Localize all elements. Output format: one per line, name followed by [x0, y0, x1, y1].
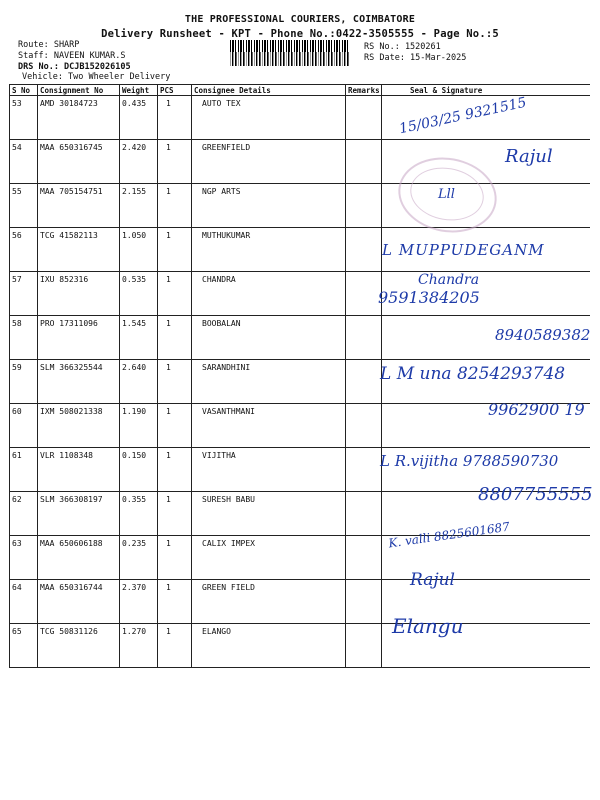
row-pcs: 1 [158, 624, 192, 668]
row-sno: 55 [10, 184, 38, 228]
vehicle-label: Vehicle: Two Wheeler Delivery [22, 72, 171, 82]
row-consignment: IXM 508021338 [38, 404, 120, 448]
row-sno: 56 [10, 228, 38, 272]
staff-label: Staff: NAVEEN KUMAR.S [18, 51, 126, 61]
row-weight: 0.535 [120, 272, 158, 316]
row-pcs: 1 [158, 184, 192, 228]
row-weight: 0.150 [120, 448, 158, 492]
row-sno: 53 [10, 96, 38, 140]
row-remarks [346, 492, 382, 536]
document-subtitle: Delivery Runsheet - KPT - Phone No.:0422-3505555 - Page No.:5 [101, 28, 499, 40]
row-remarks [346, 624, 382, 668]
signature-64: Rajul [410, 570, 455, 590]
signature-54: Rajul [505, 146, 553, 167]
rs-date: RS Date: 15-Mar-2025 [364, 53, 467, 63]
row-consignment: MAA 705154751 [38, 184, 120, 228]
barcode-overlay [230, 52, 350, 66]
table-row [10, 580, 590, 624]
row-consignment: MAA 650606188 [38, 536, 120, 580]
row-remarks [346, 184, 382, 228]
row-pcs: 1 [158, 96, 192, 140]
row-consignee: SURESH BABU [192, 492, 346, 536]
row-consignee: CHANDRA [192, 272, 346, 316]
col-pcs: PCS [158, 85, 192, 96]
row-pcs: 1 [158, 404, 192, 448]
signature-58: 8940589382 [495, 326, 591, 344]
col-consignee: Consignee Details [192, 85, 346, 96]
row-sno: 61 [10, 448, 38, 492]
row-sno: 54 [10, 140, 38, 184]
row-consignee: NGP ARTS [192, 184, 346, 228]
row-consignment: PRO 17311096 [38, 316, 120, 360]
row-remarks [346, 316, 382, 360]
drs-label: DRS No.: DCJB152026105 [18, 62, 131, 72]
row-sno: 65 [10, 624, 38, 668]
signature-62: 8807755555 [478, 484, 593, 505]
route-label: Route: SHARP [18, 40, 80, 50]
row-consignment: SLM 366308197 [38, 492, 120, 536]
row-remarks [346, 580, 382, 624]
row-consignee: CALIX IMPEX [192, 536, 346, 580]
row-consignment: MAA 650316745 [38, 140, 120, 184]
row-weight: 1.270 [120, 624, 158, 668]
row-consignee: BOOBALAN [192, 316, 346, 360]
row-pcs: 1 [158, 228, 192, 272]
row-pcs: 1 [158, 580, 192, 624]
row-sno: 64 [10, 580, 38, 624]
row-sno: 63 [10, 536, 38, 580]
table-row [10, 184, 590, 228]
row-remarks [346, 448, 382, 492]
row-remarks [346, 272, 382, 316]
signature-53: 15/03/25 9321515 [397, 94, 528, 138]
row-weight: 0.435 [120, 96, 158, 140]
signature-60: 9962900 19 [488, 400, 585, 419]
row-sno: 59 [10, 360, 38, 404]
row-weight: 0.355 [120, 492, 158, 536]
row-consignee: GREEN FIELD [192, 580, 346, 624]
row-pcs: 1 [158, 492, 192, 536]
row-sno: 58 [10, 316, 38, 360]
col-consignment: Consignment No [38, 85, 120, 96]
col-sno: S No [10, 85, 38, 96]
row-weight: 1.050 [120, 228, 158, 272]
row-consignee: VIJITHA [192, 448, 346, 492]
row-consignee: ELANGO [192, 624, 346, 668]
row-weight: 2.370 [120, 580, 158, 624]
table-row [10, 536, 590, 580]
row-pcs: 1 [158, 140, 192, 184]
row-weight: 2.155 [120, 184, 158, 228]
col-remarks: Remarks [346, 85, 382, 96]
signature-63: K. valli 8825601687 [387, 519, 511, 551]
row-sno: 60 [10, 404, 38, 448]
row-weight: 1.545 [120, 316, 158, 360]
rs-number: RS No.: 1520261 [364, 42, 441, 52]
row-weight: 2.420 [120, 140, 158, 184]
signature-61: L R.vijitha 9788590730 [380, 452, 559, 470]
table-row [10, 272, 590, 316]
row-consignee: SARANDHINI [192, 360, 346, 404]
row-remarks [346, 96, 382, 140]
row-consignment: MAA 650316744 [38, 580, 120, 624]
row-weight: 2.640 [120, 360, 158, 404]
row-consignee: GREENFIELD [192, 140, 346, 184]
row-pcs: 1 [158, 536, 192, 580]
row-sno: 62 [10, 492, 38, 536]
row-consignment: AMD 30184723 [38, 96, 120, 140]
row-remarks [346, 360, 382, 404]
signature-65: Elangu [392, 614, 464, 638]
row-consignee: VASANTHMANI [192, 404, 346, 448]
col-weight: Weight [120, 85, 158, 96]
signature-57-name: Chandra [418, 272, 480, 288]
row-consignment: TCG 50831126 [38, 624, 120, 668]
signature-59: L M una 8254293748 [380, 364, 566, 384]
row-remarks [346, 140, 382, 184]
row-consignee: AUTO TEX [192, 96, 346, 140]
document-title: THE PROFESSIONAL COURIERS, COIMBATORE [184, 14, 416, 25]
row-sno: 57 [10, 272, 38, 316]
row-remarks [346, 228, 382, 272]
row-remarks [346, 536, 382, 580]
row-consignment: IXU 852316 [38, 272, 120, 316]
row-remarks [346, 404, 382, 448]
row-consignment: TCG 41582113 [38, 228, 120, 272]
table-row [10, 140, 590, 184]
table-header-row [10, 85, 590, 96]
row-pcs: 1 [158, 360, 192, 404]
row-pcs: 1 [158, 448, 192, 492]
signature-57-phone: 9591384205 [378, 288, 480, 307]
col-signature: Seal & Signature [382, 85, 590, 96]
row-consignment: SLM 366325544 [38, 360, 120, 404]
table-row [10, 624, 590, 668]
row-weight: 1.190 [120, 404, 158, 448]
row-pcs: 1 [158, 272, 192, 316]
signature-56: L MUPPUDEGANM [382, 241, 545, 259]
row-consignment: VLR 1108348 [38, 448, 120, 492]
row-consignee: MUTHUKUMAR [192, 228, 346, 272]
signature-55: Lll [438, 187, 455, 202]
row-weight: 0.235 [120, 536, 158, 580]
row-pcs: 1 [158, 316, 192, 360]
